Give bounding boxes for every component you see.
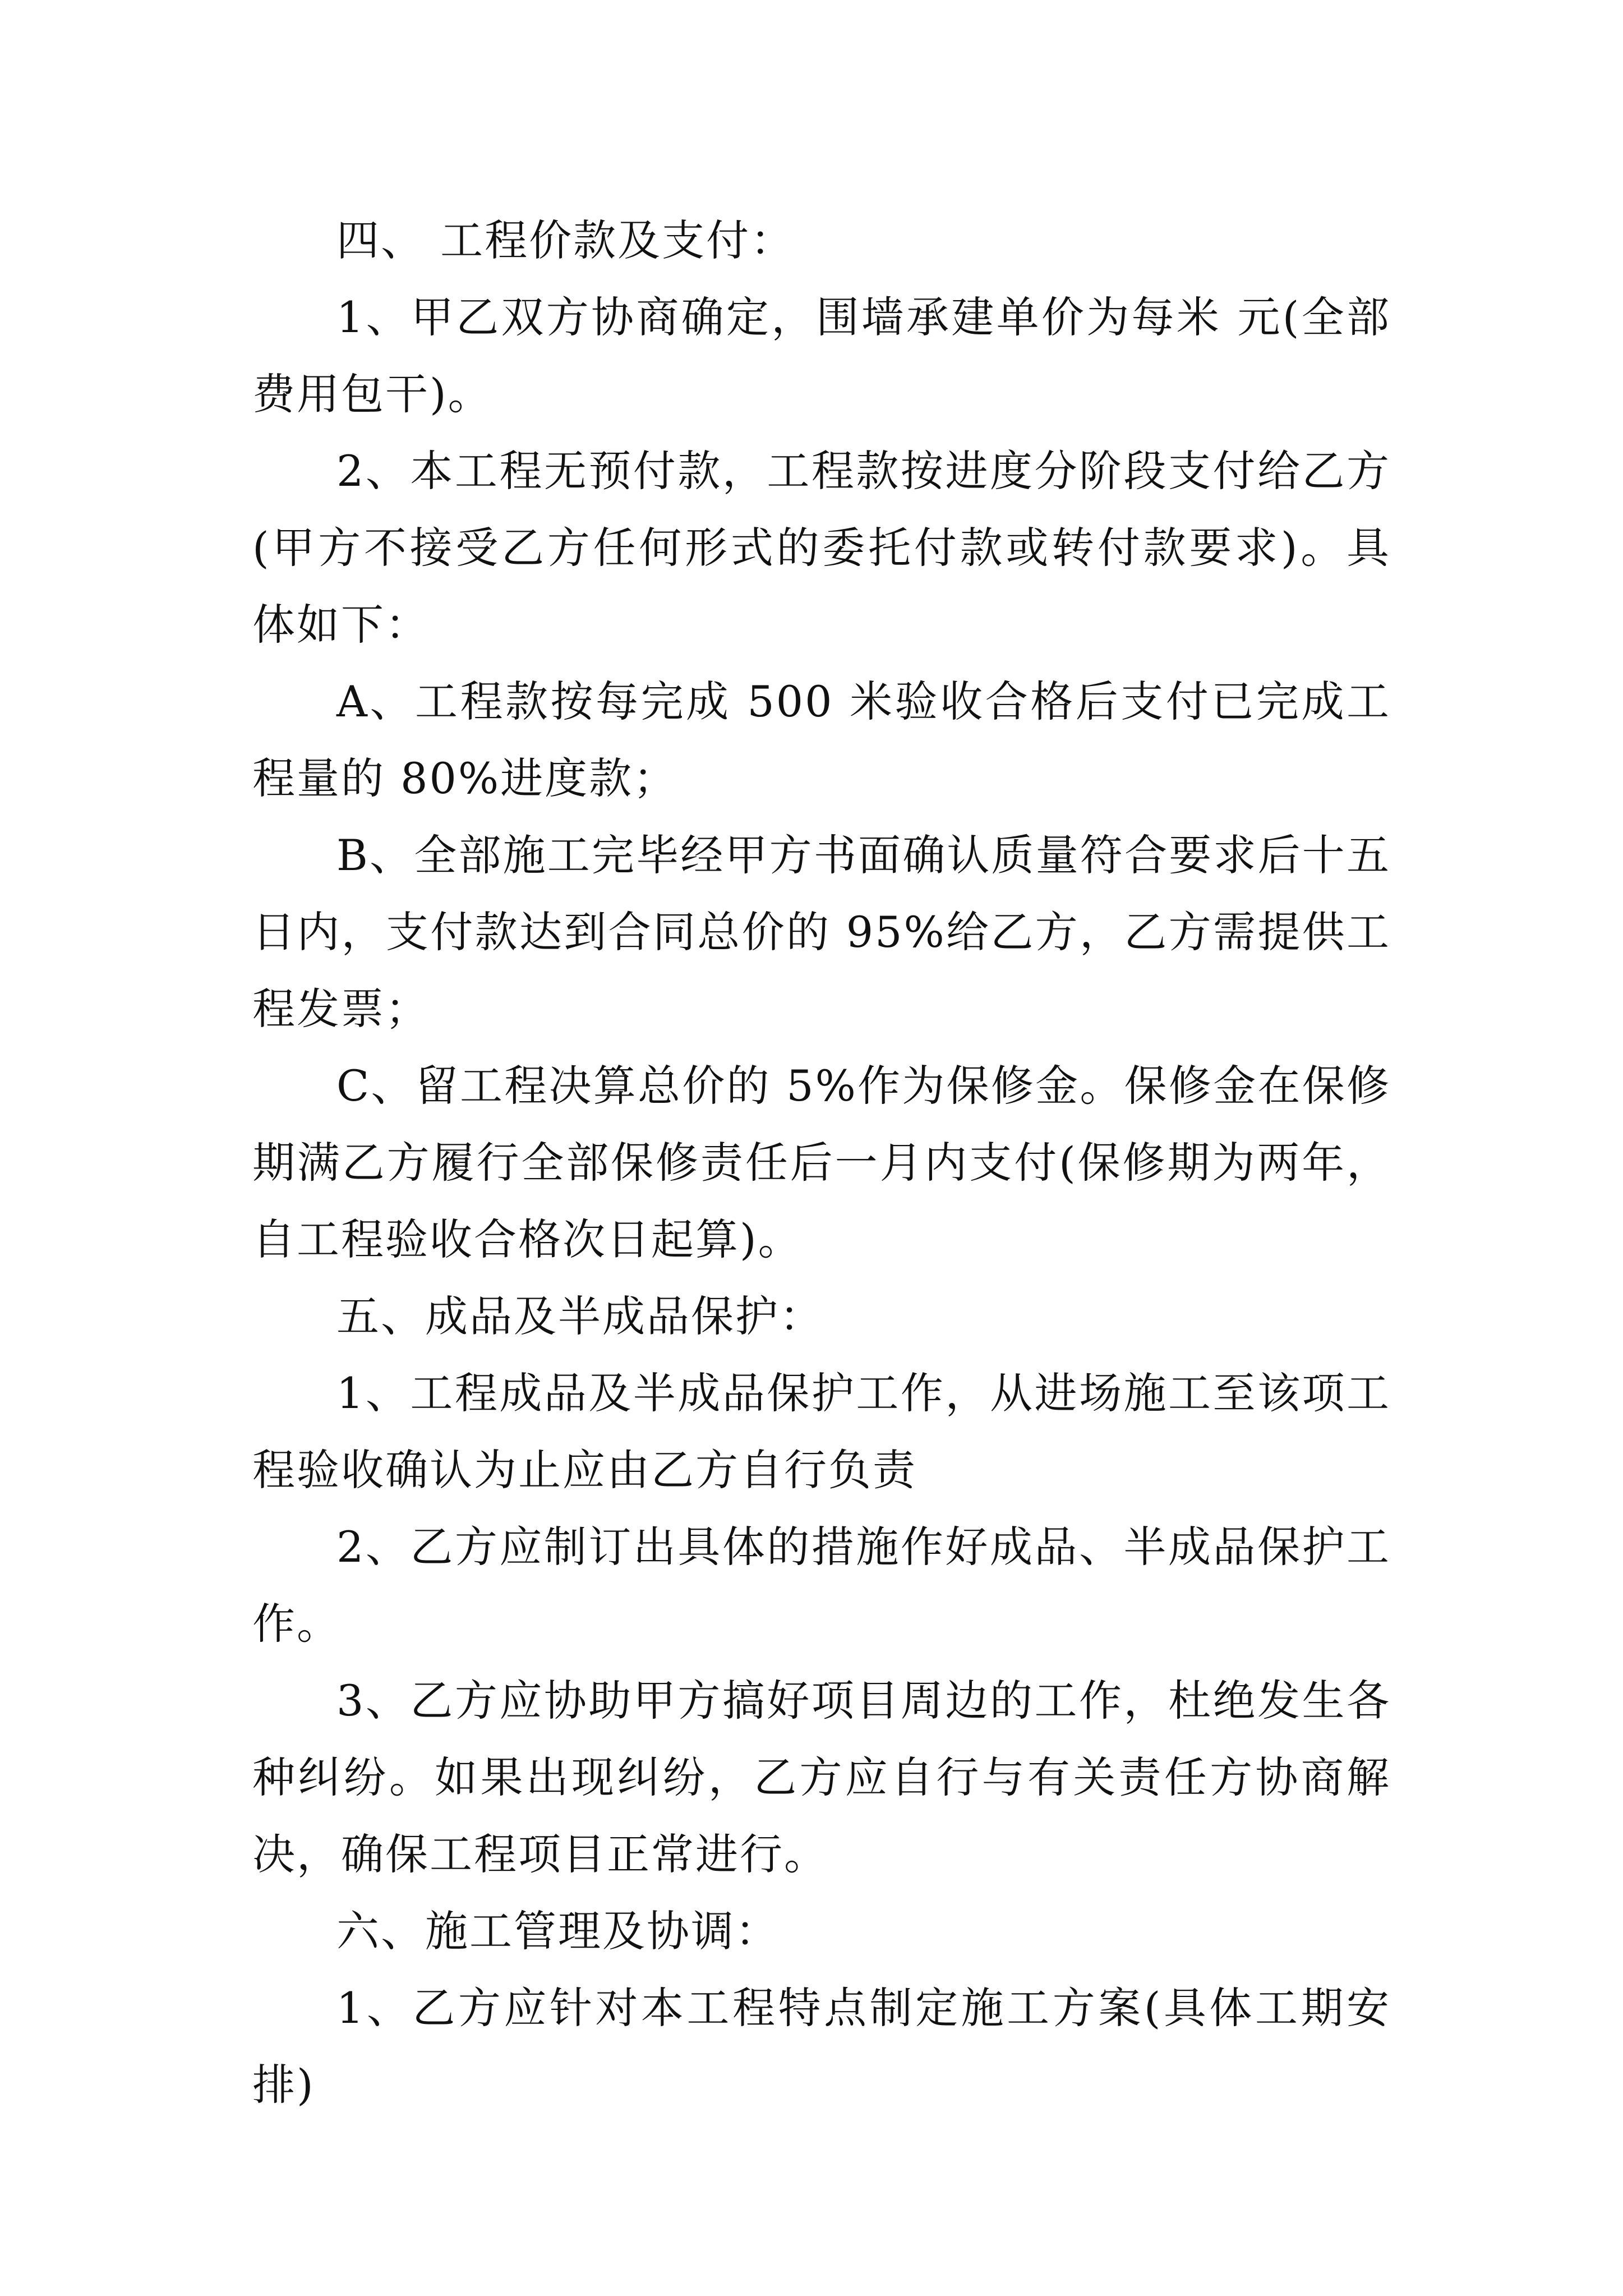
- paragraph-unit-price: 1、甲乙双方协商确定，围墙承建单价为每米 元(全部费用包干)。: [252, 292, 1391, 419]
- paragraph-protection-1: 1、工程成品及半成品保护工作，从进场施工至该项工程验收确认为止应由乙方自行负责: [252, 1368, 1391, 1495]
- paragraph-payment-b: B、全部施工完毕经甲方书面确认质量符合要求后十五日内，支付款达到合同总价的 95%给乙方，乙方需提供工程发票；: [252, 830, 1391, 1034]
- paragraph-payment-terms: 2、本工程无预付款，工程款按进度分阶段支付给乙方(甲方不接受乙方任何形式的委托付款或转付款要求)。具体如下：: [252, 446, 1391, 650]
- section-heading-management: 六、施工管理及协调：: [336, 1906, 780, 1956]
- section-heading-payment: 四、 工程价款及支付：: [336, 215, 795, 265]
- paragraph-protection-3: 3、乙方应协助甲方搞好项目周边的工作，杜绝发生各种纠纷。如果出现纠纷，乙方应自行与有关责任方协商解决，确保工程项目正常进行。: [252, 1676, 1391, 1879]
- document-body: [252, 202, 1391, 2123]
- paragraph-payment-a: A、工程款按每完成 500 米验收合格后支付已完成工程量的 80%进度款；: [252, 677, 1391, 803]
- section-heading-protection: 五、成品及半成品保护：: [336, 1291, 824, 1341]
- paragraph-protection-2: 2、乙方应制订出具体的措施作好成品、半成品保护工作。: [252, 1522, 1391, 1649]
- paragraph-payment-c: C、留工程决算总价的 5%作为保修金。保修金在保修期满乙方履行全部保修责任后一月内支付(保修期为两年，自工程验收合格次日起算)。: [252, 1061, 1391, 1264]
- paragraph-management-1: 1、乙方应针对本工程特点制定施工方案(具体工期安排): [252, 1983, 1391, 2110]
